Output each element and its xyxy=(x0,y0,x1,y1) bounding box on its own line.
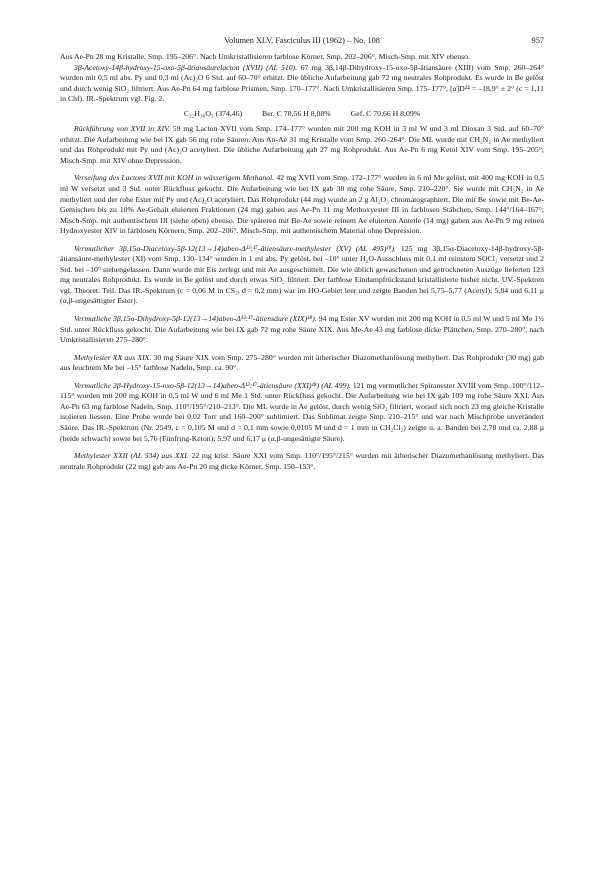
paragraph-methylester-xxii xyxy=(60,451,544,472)
elemental-analysis xyxy=(60,109,544,120)
section-heading: Vermutlicher 3β,15α-Diacetoxy-5β-12(13→14)abeo-Δ¹³:¹⁷-ätiensäure-methylester (XV) (AL 495)¹⁸). xyxy=(74,243,396,253)
paragraph-saeure-xxi xyxy=(60,381,544,444)
paragraph-lacton-xvii xyxy=(60,63,544,105)
journal-volume-title: Volumen XLV, Fasciculus III (1962) – No. 108 xyxy=(224,36,380,45)
paragraph-body: 125 mg 3β,15α-Diacetoxy-14β-hydroxy-5β-ätiansäure-methylester (XI) vom Smp. 130–134° wurden in 1 ml abs. Py gelöst, bei –10° unter H₂O-Ausschluss mit 0,1 ml reinstem SOCl₂ versetzt und 2 Std. bei –10° stehengelassen. Dann wurde mit Eis zerlegt und mit Ae ausgeschüttelt. Die wie üblich gewaschenen und getrockneten Auszüge lieferten 123 mg neutrales Rohprodukt. Es wurde in Be gelöst und durch etwas SiO₂ filtriert. Der farblose Eindampfrückstand kristallisierte bisher nicht. UV.-Spektren vgl. Theoret. Teil. Das IR.-Spektrum (c = 0,06 M in CS₂, d = 0,2 mm) war im HO-Gebiet leer und zeigte Banden bei 5,75–5,77 (Acetyl); 5,84 und 6,11 μ (α,β-ungesättigter Ester). xyxy=(60,243,544,306)
section-heading: Rückführung von XVII in XIV. xyxy=(74,124,170,134)
section-heading: Vermutliche 3β-Hydroxy-15-oxo-5β-12(13→14)abeo-Δ¹³:¹⁷-ätiensäure (XXI)¹⁸) (AL 499). xyxy=(74,380,351,390)
paragraph-ester-xv xyxy=(60,244,544,307)
paragraph-body: 30 mg Säure XIX vom Smp. 275–280° wurden mit ätherischer Diazomethanlösung methyliert. Das Rohprodukt (30 mg) gab aus feuchtem Me bei –15° farblose Nadeln, Smp. ca. 90°. xyxy=(60,352,545,373)
paragraph-body: 22 mg krist. Säure XXI vom Smp. 110°/195°/215° wurden mit ätherischer Diazomethanlösung methyliert. Das neutrale Rohprodukt (22 mg) gab aus Ae-Pn 20 mg dicke Körner, Smp. 150–153°. xyxy=(60,451,544,471)
paragraph-body: 94 mg Ester XV wurden mit 200 mg KOH in 0,5 ml W und 5 ml Me 1½ Std. unter Rückfluss gekocht. Die Aufarbeitung wie bei IX gab 72 mg rohe Säure XIX. Aus Me-Ae 43 mg farblose dicke Plättchen, Smp. 270–280°, nach Umkristallisieren 275–280°. xyxy=(60,314,544,345)
section-heading: Methylester XXII (AL 534) aus XXI. xyxy=(74,451,189,461)
paragraph-methylester-xx xyxy=(60,353,544,374)
calculated-values: Ber. C 70,56 H 8,08% xyxy=(262,108,331,118)
page-number: 957 xyxy=(531,36,544,45)
molecular-formula: C₂₂H₃₀O₅ (374,46) xyxy=(183,108,243,118)
section-heading: 3β-Acetoxy-14β-hydroxy-15-oxo-5β-ätiansäurelacton (XVII) (AL 510). xyxy=(74,62,298,72)
running-header xyxy=(60,36,544,52)
section-heading: Vermutliche 3β,15α-Dihydroxy-5β-12(13→14)abeo-Δ¹³:¹⁷-ätiensäure (XIX)¹⁸). xyxy=(74,314,317,324)
paragraph-body: 59 mg Lacton XVII vom Smp. 174–177° wurden mit 200 mg KOH in 3 ml W und 3 ml Dioxan 3 Std. auf 60–70° erhitzt. Die Aufarbeitung wie bei IX gab 56 mg rohe Säuren. Aus An-Ae 31 mg Kristalle vom Smp. 260–264°. Die ML wurde mit CH₂N₂ in Ae methyliert und das Rohprodukt mit Py und (Ac)₂O acetyliert. Die übliche Aufarbeitung gab 27 mg Rohprodukt. Aus Ae-Pn 6 mg Ketol XIV vom Smp. 195–205°; Misch-Smp. mit XIV ohne Depression. xyxy=(60,124,544,165)
paragraph-verseifung xyxy=(60,173,544,236)
section-heading: Methylester XX aus XIX. xyxy=(74,352,152,362)
paragraph-rueckfuehrung xyxy=(60,124,544,166)
document-page xyxy=(60,36,544,472)
section-heading: Verseifung des Lactons XVII mit KOH in wässerigem Methanol. xyxy=(74,173,275,183)
paragraph-continuation: Aus Ae-Pn 28 mg Kristalle, Smp. 195–206°. Nach Umkristallisieren farblose Körner, Smp. 202–206°, Misch-Smp. mit XIV ebenso. xyxy=(60,52,470,61)
paragraph-saeure-xix xyxy=(60,314,544,346)
paragraph-body: 67 mg 3β,14β-Dihydroxy-15-oxo-5β-ätiansäure (XIII) vom Smp. 260–264° wurden mit 0,5 ml abs. Py und 0,3 ml (Ac)₂O 6 Std. auf 60–70° erhitzt. Die übliche Aufarbeitung gab 72 mg neutrales Rohprodukt. Es wurde in Be gelöst und durch wenig SiO₂ filtriert. Aus Ae-Pn 64 mg farblose Prismen, Smp. 170–177°. Nach Umkristallisieren Smp. 175–177°, [α]D²⁴ = –18,9° ± 2° (c = 1,11 in Chf). IR.-Spektrum vgl. Fig. 2. xyxy=(60,62,544,104)
found-values: Gef. C 70,66 H 8,09% xyxy=(350,108,421,118)
paragraph-body: 121 mg vermutlicher Spiranester XVIII vom Smp. 100°/112–115° wurden mit 200 mg KOH in 0,5 ml W und 6 ml Me 1 Std. unter Rückfluss gekocht. Die Aufarbeitung wie bei IX gab 109 mg rohe Säure XXI. Aus Ae-Pn 63 mg farblose Nadeln, Smp. 110°/195°/210–213°. Die ML wurde in Ae gelöst, durch wenig SiO₂ filtriert, worauf sich noch 23 mg gleiche Kristalle isolieren liessen. Eine Probe wurde bei 0,02 Torr und 160–200° sublimiert. Das Sublimat zeigte Smp. 210–215° und war nach Mischprobe unverändert Säure. Das IR.-Spektrum (Nr. 2549, c = 0,105 M und d = 0,1 mm sowie 0,0105 M und d = 1 mm in CH₂Cl₂) zeigte u. a. Banden bei 2,78 und ca. 2,88 μ (beide schwach) sowie bei 5,76 (Fünfring-Keton); 5,97 und 6,17 μ (α,β-ungesättigte Säure). xyxy=(60,380,544,443)
paragraph-body: 42 mg XVII vom Smp. 172–177° wurden in 6 ml Me gelöst, mit 400 mg KOH in 0,5 ml W versetzt und 3 Std. unter Rückfluss gekocht. Die Aufarbeitung wie bei IX gab 38 mg rohe Säure, Smp. 210–220°. Sie wurde mit CH₂N₂ in Ae methyliert und der rohe Ester mit Py und (Ac)₂O acetyliert. Das Rohprodukt (44 mg) wurde an 2 g Al₂O₃ chromatographiert. Die mit Be sowie mit Be-Ae-Gemischen bis zu 10% Ae-Gehalt eluierten Fraktionen (24 mg) gaben aus Ae-Pn 11 mg Methoxyester III in farblosen Stäbchen, Smp. 144°/164–167°; Misch-Smp. mit authentischem III (siehe oben) ebenso. Die späteren mit Be-Ae sowie reinem Ae eluierten Anteile (14 mg) gaben aus Ae-Pn 9 mg reinen Hydroxyester XIV in farblosen Körnern, Smp. 202–206°. Misch-Smp. mit authentischem Material ohne Depression. xyxy=(60,173,544,236)
